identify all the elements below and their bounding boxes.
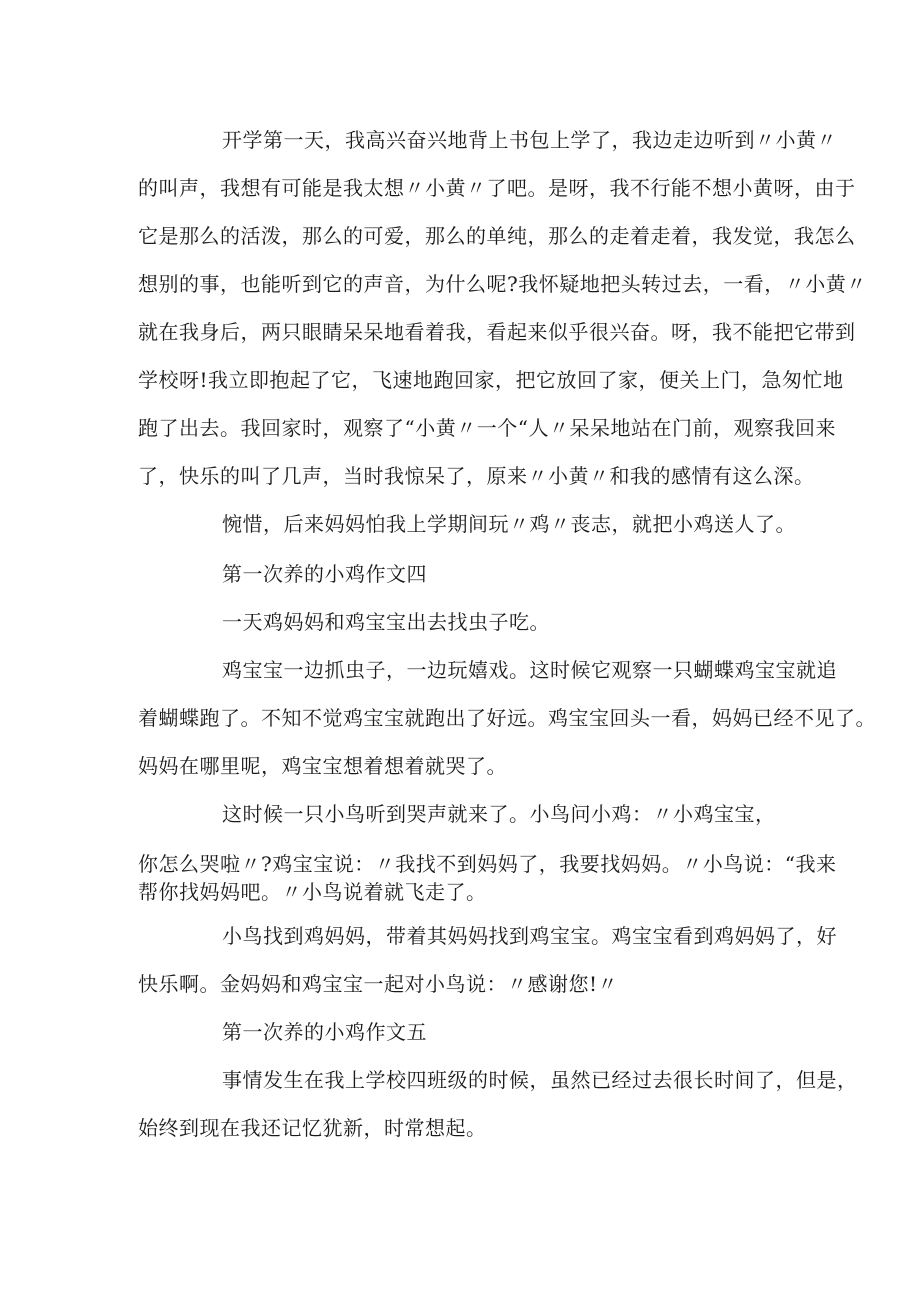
text-line: 事情发生在我上学校四班级的时候，虽然已经过去很长时间了，但是， xyxy=(222,1068,858,1092)
section-heading: 第一次养的小鸡作文四 xyxy=(222,562,427,586)
text-line: 帮你找妈妈吧。〃小鸟说着就飞走了。 xyxy=(138,880,487,904)
text-line: 想别的事，也能听到它的声音，为什么呢?我怀疑地把头转过去，一看，〃小黄〃 xyxy=(138,272,867,296)
text-line: 跑了出去。我回家时，观察了“小黄〃一个“人〃呆呆地站在门前，观察我回来 xyxy=(138,416,836,440)
text-line: 你怎么哭啦〃?鸡宝宝说：〃我找不到妈妈了，我要找妈妈。〃小鸟说：“我来 xyxy=(138,852,837,876)
text-line: 一天鸡妈妈和鸡宝宝出去找虫子吃。 xyxy=(222,610,550,634)
text-line: 始终到现在我还记忆犹新，时常想起。 xyxy=(138,1116,487,1140)
text-line: 就在我身后，两只眼睛呆呆地看着我，看起来似乎很兴奋。呀，我不能把它带到 xyxy=(138,320,856,344)
text-line: 它是那么的活泼，那么的可爱，那么的单纯，那么的走着走着，我发觉，我怎么 xyxy=(138,224,856,248)
text-line: 了，快乐的叫了几声，当时我惊呆了，原来〃小黄〃和我的感情有这么深。 xyxy=(138,464,815,488)
text-line: 学校呀!我立即抱起了它，飞速地跑回家，把它放回了家，便关上门，急匆忙地 xyxy=(138,368,844,392)
text-line: 妈妈在哪里呢，鸡宝宝想着想着就哭了。 xyxy=(138,754,507,778)
text-line: 开学第一天，我高兴奋兴地背上书包上学了，我边走边听到〃小黄〃 xyxy=(222,128,837,152)
text-line: 小鸟找到鸡妈妈，带着其妈妈找到鸡宝宝。鸡宝宝看到鸡妈妈了，好 xyxy=(222,924,837,948)
text-line: 惋惜，后来妈妈怕我上学期间玩〃鸡〃丧志，就把小鸡送人了。 xyxy=(222,512,796,536)
text-line: 的叫声，我想有可能是我太想〃小黄〃了吧。是呀，我不行能不想小黄呀，由于 xyxy=(138,176,856,200)
text-line: 快乐啊。金妈妈和鸡宝宝一起对小鸟说：〃感谢您!〃 xyxy=(138,972,619,996)
text-line: 这时候一只小鸟听到哭声就来了。小鸟问小鸡：〃小鸡宝宝， xyxy=(222,802,776,826)
section-heading: 第一次养的小鸡作文五 xyxy=(222,1020,427,1044)
text-line: 鸡宝宝一边抓虫子，一边玩嬉戏。这时候它观察一只蝴蝶鸡宝宝就追 xyxy=(222,658,837,682)
text-line: 着蝴蝶跑了。不知不觉鸡宝宝就跑出了好远。鸡宝宝回头一看，妈妈已经不见了。 xyxy=(138,706,876,730)
